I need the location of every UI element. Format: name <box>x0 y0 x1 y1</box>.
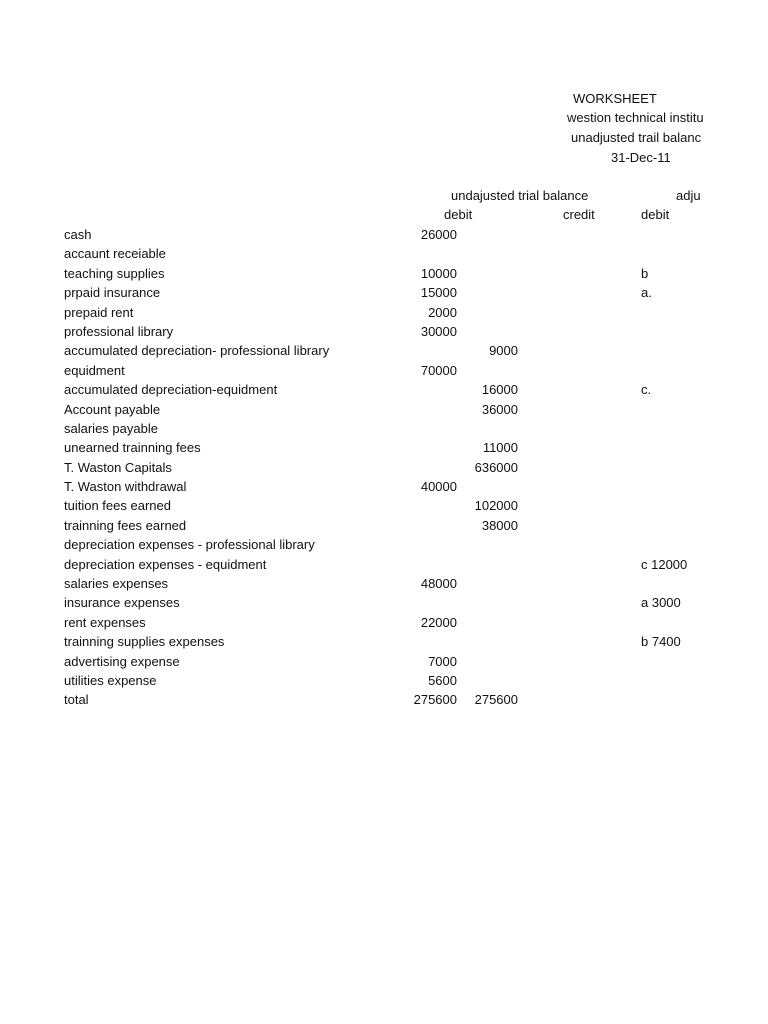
account-name: utilities expense <box>64 672 157 688</box>
column-header-debit: debit <box>444 207 473 222</box>
account-name: accaunt receiable <box>64 246 166 262</box>
account-name: salaries payable <box>64 420 158 436</box>
account-name: cash <box>64 227 92 242</box>
account-name: trainning fees earned <box>64 517 187 533</box>
worksheet-title: WORKSHEET <box>573 91 657 106</box>
table-row <box>0 285 768 304</box>
account-name: prpaid insurance <box>64 285 161 301</box>
table-row <box>0 673 768 692</box>
account-name: accumulated depreciation-equidment <box>64 382 278 398</box>
table-row <box>0 537 768 556</box>
credit-value: 9000 <box>489 343 518 359</box>
table-row <box>0 421 768 440</box>
table-row <box>0 246 768 265</box>
table-row <box>0 363 768 382</box>
debit-value: 10000 <box>420 265 457 281</box>
table-row <box>0 615 768 634</box>
column-header-credit: credit <box>563 207 595 222</box>
table-row <box>0 595 768 614</box>
credit-value: 16000 <box>481 382 518 398</box>
debit-value: 22000 <box>420 614 457 630</box>
account-name: trainning supplies expenses <box>64 634 225 650</box>
account-name: T. Waston withdrawal <box>64 479 187 495</box>
account-name: T. Waston Capitals <box>64 459 172 475</box>
debit-value: 15000 <box>420 285 457 301</box>
debit-value: 2000 <box>428 304 457 320</box>
account-name: rent expenses <box>64 614 146 630</box>
account-name: professional library <box>64 323 174 339</box>
account-name: depreciation expenses - professional library <box>64 537 315 553</box>
table-row <box>0 634 768 653</box>
company-name: westion technical institu <box>567 110 704 125</box>
table-row <box>0 382 768 401</box>
credit-value: 636000 <box>474 459 518 475</box>
total-credit-value: 275600 <box>474 692 518 708</box>
table-row <box>0 498 768 517</box>
adjustment-debit-value: c. <box>641 382 652 398</box>
table-row <box>0 227 768 246</box>
adjustment-debit-value: c 12000 <box>641 556 688 572</box>
debit-value: 48000 <box>420 576 457 592</box>
adjustment-debit-value: b 7400 <box>641 634 681 650</box>
section-adjustments: adju <box>676 188 701 203</box>
total-debit-value: 275600 <box>413 692 457 708</box>
credit-value: 102000 <box>474 498 518 514</box>
table-row <box>0 266 768 285</box>
table-row <box>0 440 768 459</box>
adjustment-debit-value: a 3000 <box>641 595 681 611</box>
account-name: teaching supplies <box>64 265 165 281</box>
account-name: salaries expenses <box>64 576 169 592</box>
debit-value: 70000 <box>420 362 457 378</box>
debit-value: 26000 <box>420 227 457 242</box>
table-row <box>0 576 768 595</box>
table-row <box>0 654 768 673</box>
adjustment-debit-value: a. <box>641 285 652 301</box>
account-name: Account payable <box>64 401 161 417</box>
adjustment-debit-value: b <box>641 265 649 281</box>
table-row <box>0 557 768 576</box>
table-row <box>0 343 768 362</box>
account-rows <box>0 227 768 712</box>
table-row <box>0 324 768 343</box>
worksheet-date: 31-Dec-11 <box>611 150 671 165</box>
debit-value: 5600 <box>428 672 457 688</box>
debit-value: 30000 <box>420 323 457 339</box>
table-row <box>0 402 768 421</box>
account-name: depreciation expenses - equidment <box>64 556 267 572</box>
total-row <box>0 692 768 711</box>
debit-value: 7000 <box>428 653 457 669</box>
account-name: insurance expenses <box>64 595 180 611</box>
account-name: unearned trainning fees <box>64 440 201 456</box>
total-label: total <box>64 692 89 708</box>
account-name: tuition fees earned <box>64 498 171 514</box>
debit-value: 40000 <box>420 479 457 495</box>
column-header-adjustment-debit: debit <box>641 207 670 222</box>
account-name: accumulated depreciation- professional library <box>64 343 330 359</box>
credit-value: 38000 <box>481 517 518 533</box>
account-name: advertising expense <box>64 653 180 669</box>
credit-value: 36000 <box>481 401 518 417</box>
account-name: prepaid rent <box>64 304 134 320</box>
credit-value: 11000 <box>482 440 518 456</box>
table-row <box>0 479 768 498</box>
table-row <box>0 518 768 537</box>
account-name: equidment <box>64 362 125 378</box>
section-unadjusted-trial-balance: undajusted trial balance <box>451 188 589 203</box>
table-row <box>0 305 768 324</box>
table-row <box>0 460 768 479</box>
worksheet-subtitle: unadjusted trail balanc <box>571 130 702 145</box>
